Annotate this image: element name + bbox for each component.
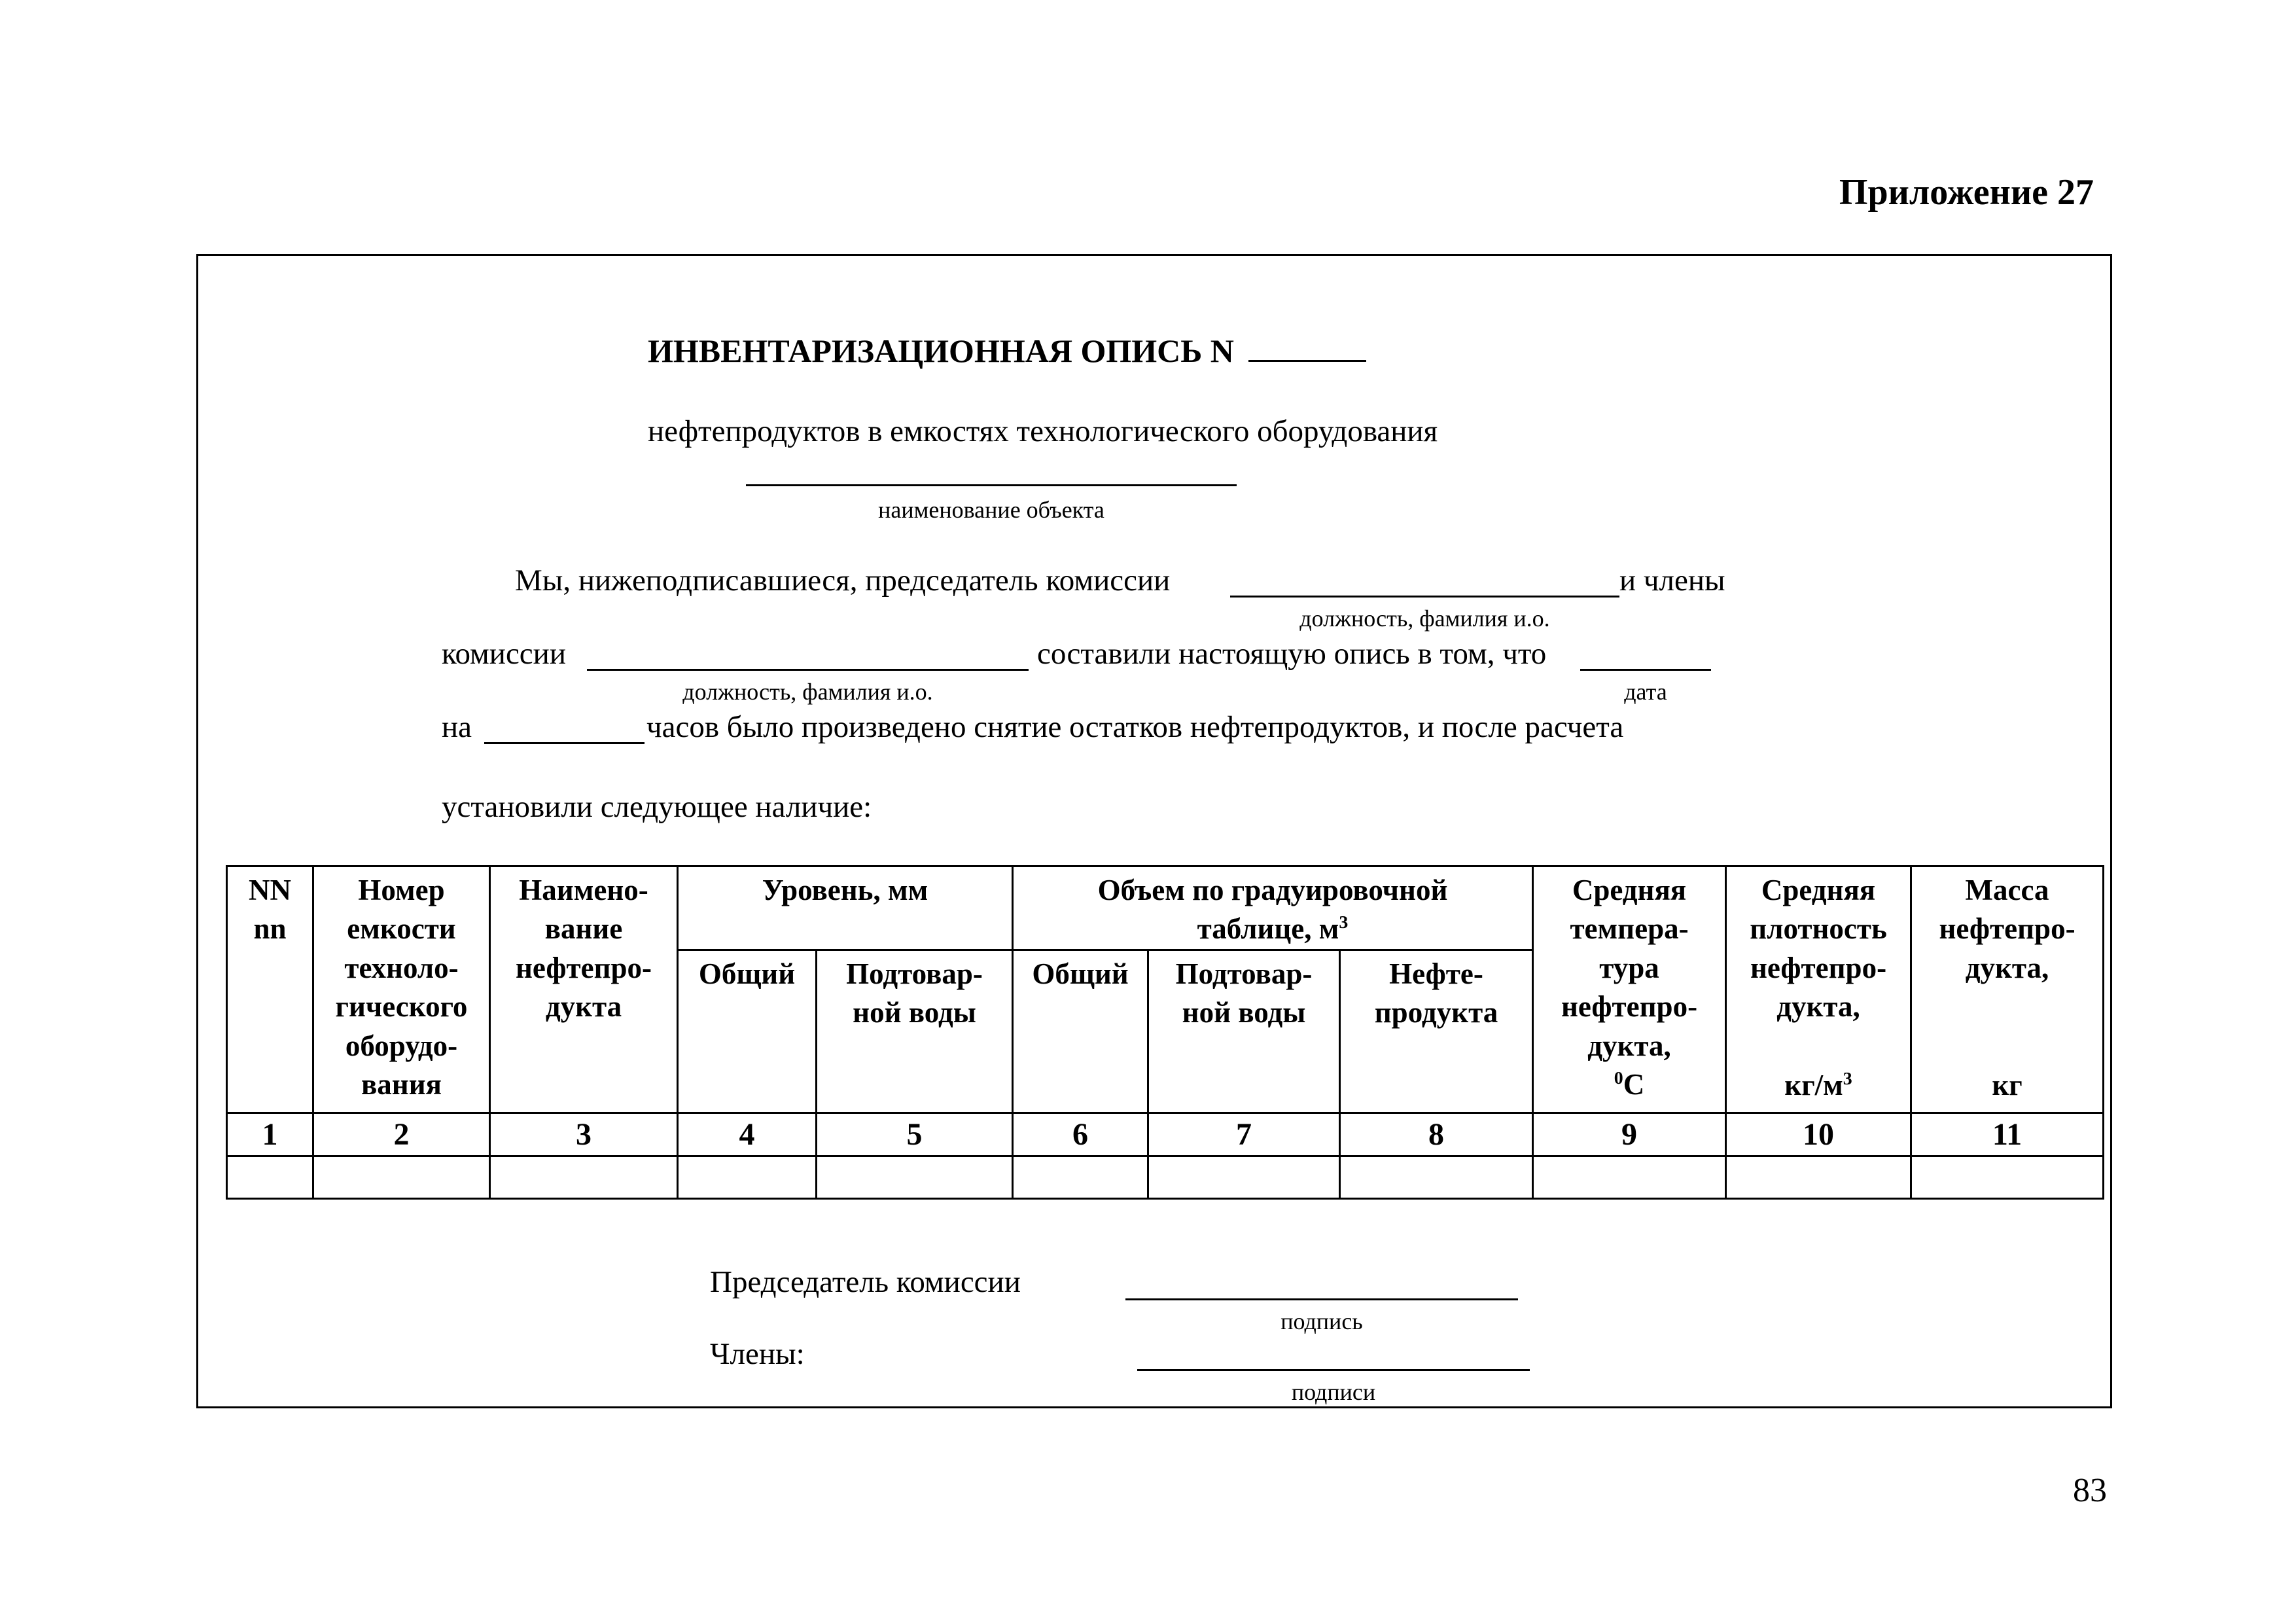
column-number: 11	[1911, 1113, 2104, 1156]
column-number: 9	[1533, 1113, 1726, 1156]
header-product-mass: Масса нефтепро- дукта, кг	[1911, 866, 2104, 1113]
intro-line-3-start: на	[442, 710, 472, 744]
intro-line-1-end: и члены	[1619, 563, 1725, 597]
table-cell[interactable]	[227, 1156, 313, 1199]
object-name-hint: наименование объекта	[878, 497, 1104, 523]
table-cell[interactable]	[1911, 1156, 2104, 1199]
intro-line-1-start: Мы, нижеподписавшиеся, председатель комиссии	[515, 563, 1171, 597]
table-cell[interactable]	[817, 1156, 1013, 1199]
header-avg-temperature: Средняя темпера- тура нефтепро- дукта, $^0$С	[1533, 866, 1726, 1113]
members-signature-hint: подписи	[1291, 1379, 1376, 1405]
intro-line-2-middle: составили настоящую опись в том, что	[1037, 637, 1547, 671]
column-number: 1	[227, 1113, 313, 1156]
members-hint: должность, фамилия и.о.	[682, 679, 933, 705]
appendix-label: Приложение 27	[1839, 172, 2094, 213]
column-number: 3	[490, 1113, 678, 1156]
column-number: 4	[678, 1113, 817, 1156]
subtitle: нефтепродуктов в емкостях технологического оборудования	[648, 414, 1438, 448]
object-name-blank[interactable]	[746, 484, 1237, 486]
column-number: 10	[1726, 1113, 1911, 1156]
column-number-row	[227, 1113, 2104, 1156]
inventory-table	[226, 865, 2104, 1200]
header-volume-total: Общий	[1013, 950, 1148, 1113]
column-number: 2	[313, 1113, 490, 1156]
table-cell[interactable]	[313, 1156, 490, 1199]
table-cell[interactable]	[1726, 1156, 1911, 1199]
intro-line-2-start: комиссии	[442, 637, 566, 671]
date-hint: дата	[1624, 679, 1667, 705]
chairman-signature-line[interactable]	[1125, 1298, 1518, 1300]
column-number: 7	[1148, 1113, 1340, 1156]
document-title	[648, 331, 1366, 370]
header-level-group: Уровень, мм	[678, 866, 1013, 950]
intro-line-4: установили следующее наличие:	[442, 790, 872, 824]
members-label: Члены:	[710, 1337, 805, 1371]
chairman-hint: должность, фамилия и.о.	[1299, 605, 1550, 632]
chairman-blank[interactable]	[1230, 596, 1619, 597]
empty-data-row	[227, 1156, 2104, 1199]
header-volume-water: Подтовар- ной воды	[1148, 950, 1340, 1113]
table-cell[interactable]	[1013, 1156, 1148, 1199]
chairman-signature-hint: подпись	[1280, 1308, 1363, 1334]
time-blank[interactable]	[484, 742, 645, 744]
column-number: 8	[1340, 1113, 1533, 1156]
table-cell[interactable]	[1533, 1156, 1726, 1199]
header-tank-number: Номер емкости техноло- гического оборудо- вания	[313, 866, 490, 1113]
header-product-name: Наимено- вание нефтепро- дукта	[490, 866, 678, 1113]
column-number: 6	[1013, 1113, 1148, 1156]
header-avg-density: Средняя плотность нефтепро- дукта, $кг/м^3$	[1726, 866, 1911, 1113]
page-number: 83	[2073, 1472, 2107, 1509]
table-cell[interactable]	[1340, 1156, 1533, 1199]
table-cell[interactable]	[490, 1156, 678, 1199]
header-nn: NN nn	[227, 866, 313, 1113]
intro-line-3-end: часов было произведено снятие остатков нефтепродуктов, и после расчета	[646, 710, 1624, 744]
header-volume-group: Объем по градуировочной таблице, $м^3$	[1013, 866, 1533, 950]
title-text: ИНВЕНТАРИЗАЦИОННАЯ ОПИСЬ N	[648, 332, 1234, 369]
header-level-water: Подтовар- ной воды	[817, 950, 1013, 1113]
chairman-label: Председатель комиссии	[710, 1265, 1021, 1299]
header-level-total: Общий	[678, 950, 817, 1113]
title-number-blank[interactable]	[1248, 331, 1366, 362]
column-number: 5	[817, 1113, 1013, 1156]
members-signature-line[interactable]	[1137, 1369, 1530, 1371]
date-blank[interactable]	[1580, 669, 1711, 671]
members-blank[interactable]	[587, 669, 1029, 671]
table-cell[interactable]	[1148, 1156, 1340, 1199]
table-cell[interactable]	[678, 1156, 817, 1199]
header-volume-product: Нефте- продукта	[1340, 950, 1533, 1113]
